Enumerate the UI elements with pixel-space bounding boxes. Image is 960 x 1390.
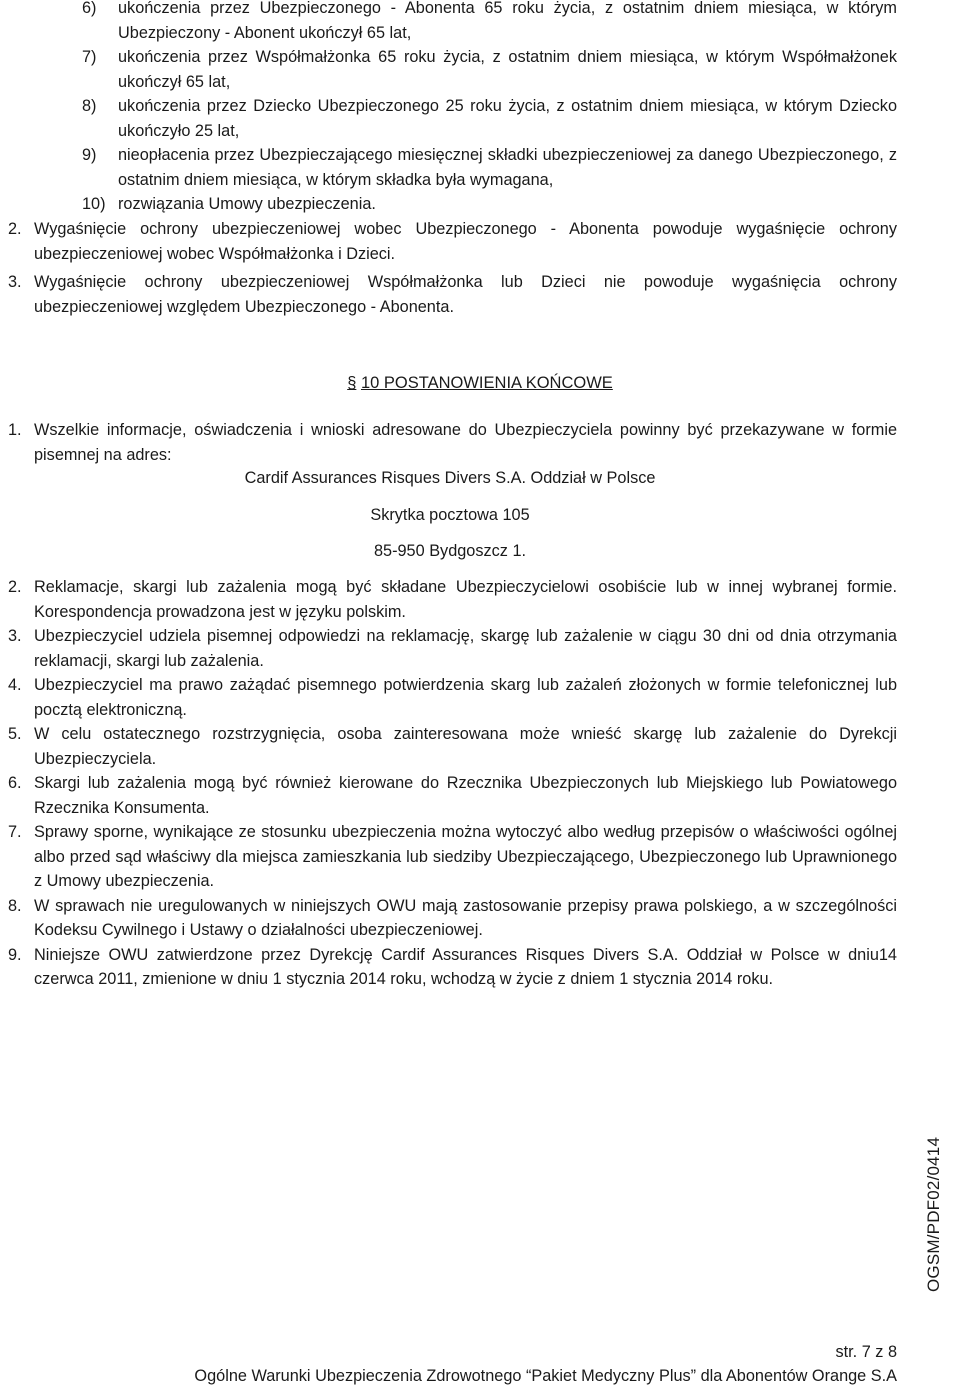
numbered-point bbox=[0, 894, 960, 943]
point-number: 2. bbox=[8, 220, 22, 238]
point-number: 5. bbox=[8, 725, 22, 743]
numbered-point bbox=[0, 418, 960, 467]
numbered-point bbox=[0, 624, 960, 673]
numbered-point bbox=[0, 943, 960, 992]
point-text: Wygaśnięcie ochrony ubezpieczeniowej wobec Ubezpieczonego - Abonenta powoduje wygaśnięcie ochrony ubezpieczeniowej wobec Współmałżonka i Dzieci. bbox=[34, 220, 897, 263]
point-number: 6. bbox=[8, 774, 22, 792]
numbered-point bbox=[0, 771, 960, 820]
point-number: 9. bbox=[8, 945, 22, 964]
point-text: Sprawy sporne, wynikające ze stosunku ubezpieczenia można wytoczyć albo według przepisów o właściwości ogólnej albo przed sąd właściwy dla miejsca zamieszkania lub siedziby Ubezpieczającego, Ubezpieczonego lub Uprawnionego z Umowy ubezpieczenia. bbox=[34, 823, 897, 890]
section-symbol: § bbox=[347, 374, 357, 392]
final-provisions-points bbox=[0, 575, 960, 992]
page-number: str. 7 z 8 bbox=[835, 1343, 897, 1361]
list-item bbox=[0, 143, 960, 192]
list-item-text: nieopłacenia przez Ubezpieczającego miesięcznej składki ubezpieczeniowej za danego Ubezpieczonego, z ostatnim dniem miesiąca, w którym składka była wymagana, bbox=[118, 146, 897, 189]
numbered-point bbox=[0, 673, 960, 722]
address-line: Cardif Assurances Risques Divers S.A. Oddział w Polsce bbox=[244, 469, 656, 487]
point-text: Reklamacje, skargi lub zażalenia mogą być składane Ubezpieczycielowi osobiście lub w innej wybranej formie. Korespondencja prowadzona jest w języku polskim. bbox=[34, 578, 897, 621]
footer-title: Ogólne Warunki Ubezpieczenia Zdrowotnego “Pakiet Medyczny Plus” dla Abonentów Orange S.A bbox=[194, 1367, 897, 1385]
section-title: 10 POSTANOWIENIA KOŃCOWE bbox=[360, 374, 613, 392]
list-item-text: ukończenia przez Współmałżonka 65 roku życia, z ostatnim dniem miesiąca, w którym Współmałżonek ukończył 65 lat, bbox=[118, 48, 897, 91]
point-text: W celu ostatecznego rozstrzygnięcia, osoba zainteresowana może wnieść skargę lub zażalenie do Dyrekcji Ubezpieczyciela. bbox=[34, 725, 897, 768]
point-number: 3. bbox=[8, 273, 22, 291]
list-item bbox=[0, 0, 960, 45]
list-item-number: 9) bbox=[82, 146, 97, 164]
list-item-number: 6) bbox=[82, 0, 97, 17]
numbered-point bbox=[0, 217, 960, 266]
point-text: Wszelkie informacje, oświadczenia i wnioski adresowane do Ubezpieczyciela powinny być przekazywane w formie pisemnej na adres: bbox=[34, 421, 897, 464]
list-item-number: 8) bbox=[82, 97, 97, 115]
address-line: 85-950 Bydgoszcz 1. bbox=[373, 542, 527, 560]
document-code-vertical: OGSM/PDF02/0414 bbox=[924, 1136, 943, 1292]
list-item-text: rozwiązania Umowy ubezpieczenia. bbox=[118, 195, 376, 213]
list-item bbox=[0, 94, 960, 143]
list-item-text: ukończenia przez Dziecko Ubezpieczonego 25 roku życia, z ostatnim dniem miesiąca, w którym Dziecko ukończyło 25 lat, bbox=[118, 97, 897, 140]
point-number: 2. bbox=[8, 578, 22, 596]
expiry-points bbox=[0, 217, 960, 319]
point-1 bbox=[0, 418, 960, 467]
list-item-number: 7) bbox=[82, 48, 97, 66]
point-text: Ubezpieczyciel udziela pisemnej odpowiedzi na reklamację, skargę lub zażalenie w ciągu 30 dni od dnia otrzymania reklamacji, skargi lub zażalenia. bbox=[34, 627, 897, 670]
termination-list bbox=[0, 0, 960, 217]
list-item-number: 10) bbox=[82, 195, 106, 213]
point-number: 4. bbox=[8, 676, 22, 694]
point-number: 3. bbox=[8, 627, 22, 645]
numbered-point bbox=[0, 722, 960, 771]
numbered-point bbox=[0, 270, 960, 319]
point-text: W sprawach nie uregulowanych w niniejszych OWU mają zastosowanie przepisy prawa polskiego, a w szczególności Kodeksu Cywilnego i Ustawy o działalności ubezpieczeniowej. bbox=[34, 896, 897, 939]
point-text: Skargi lub zażalenia mogą być również kierowane do Rzecznika Ubezpieczonych lub Miejskiego lub Powiatowego Rzecznika Konsumenta. bbox=[34, 774, 897, 817]
point-number: 7. bbox=[8, 823, 22, 841]
point-text: Niniejsze OWU zatwierdzone przez Dyrekcję Cardif Assurances Risques Divers S.A. Oddział w Polsce w dniu14 czerwca 2011, zmienione w dniu 1 stycznia 2014 roku, wchodzą w życie z dniem 1 stycznia 2014 roku. bbox=[34, 945, 897, 988]
point-number: 1. bbox=[8, 421, 22, 439]
list-item bbox=[0, 45, 960, 94]
numbered-point bbox=[0, 575, 960, 624]
section-heading bbox=[0, 371, 960, 396]
numbered-point bbox=[0, 820, 960, 894]
point-text: Ubezpieczyciel ma prawo zażądać pisemnego potwierdzenia skarg lub zażaleń złożonych w formie telefonicznej lub pocztą elektroniczną. bbox=[34, 676, 897, 719]
list-item bbox=[0, 192, 960, 217]
address-line: Skrytka pocztowa 105 bbox=[370, 506, 530, 524]
list-item-text: ukończenia przez Ubezpieczonego - Abonenta 65 roku życia, z ostatnim dniem miesiąca, w którym Ubezpieczony - Abonent ukończył 65 lat, bbox=[118, 0, 897, 42]
point-text: Wygaśnięcie ochrony ubezpieczeniowej Współmałżonka lub Dzieci nie powoduje wygaśnięcia ochrony ubezpieczeniowej względem Ubezpieczonego - Abonenta. bbox=[34, 273, 897, 316]
point-number: 8. bbox=[8, 896, 22, 915]
